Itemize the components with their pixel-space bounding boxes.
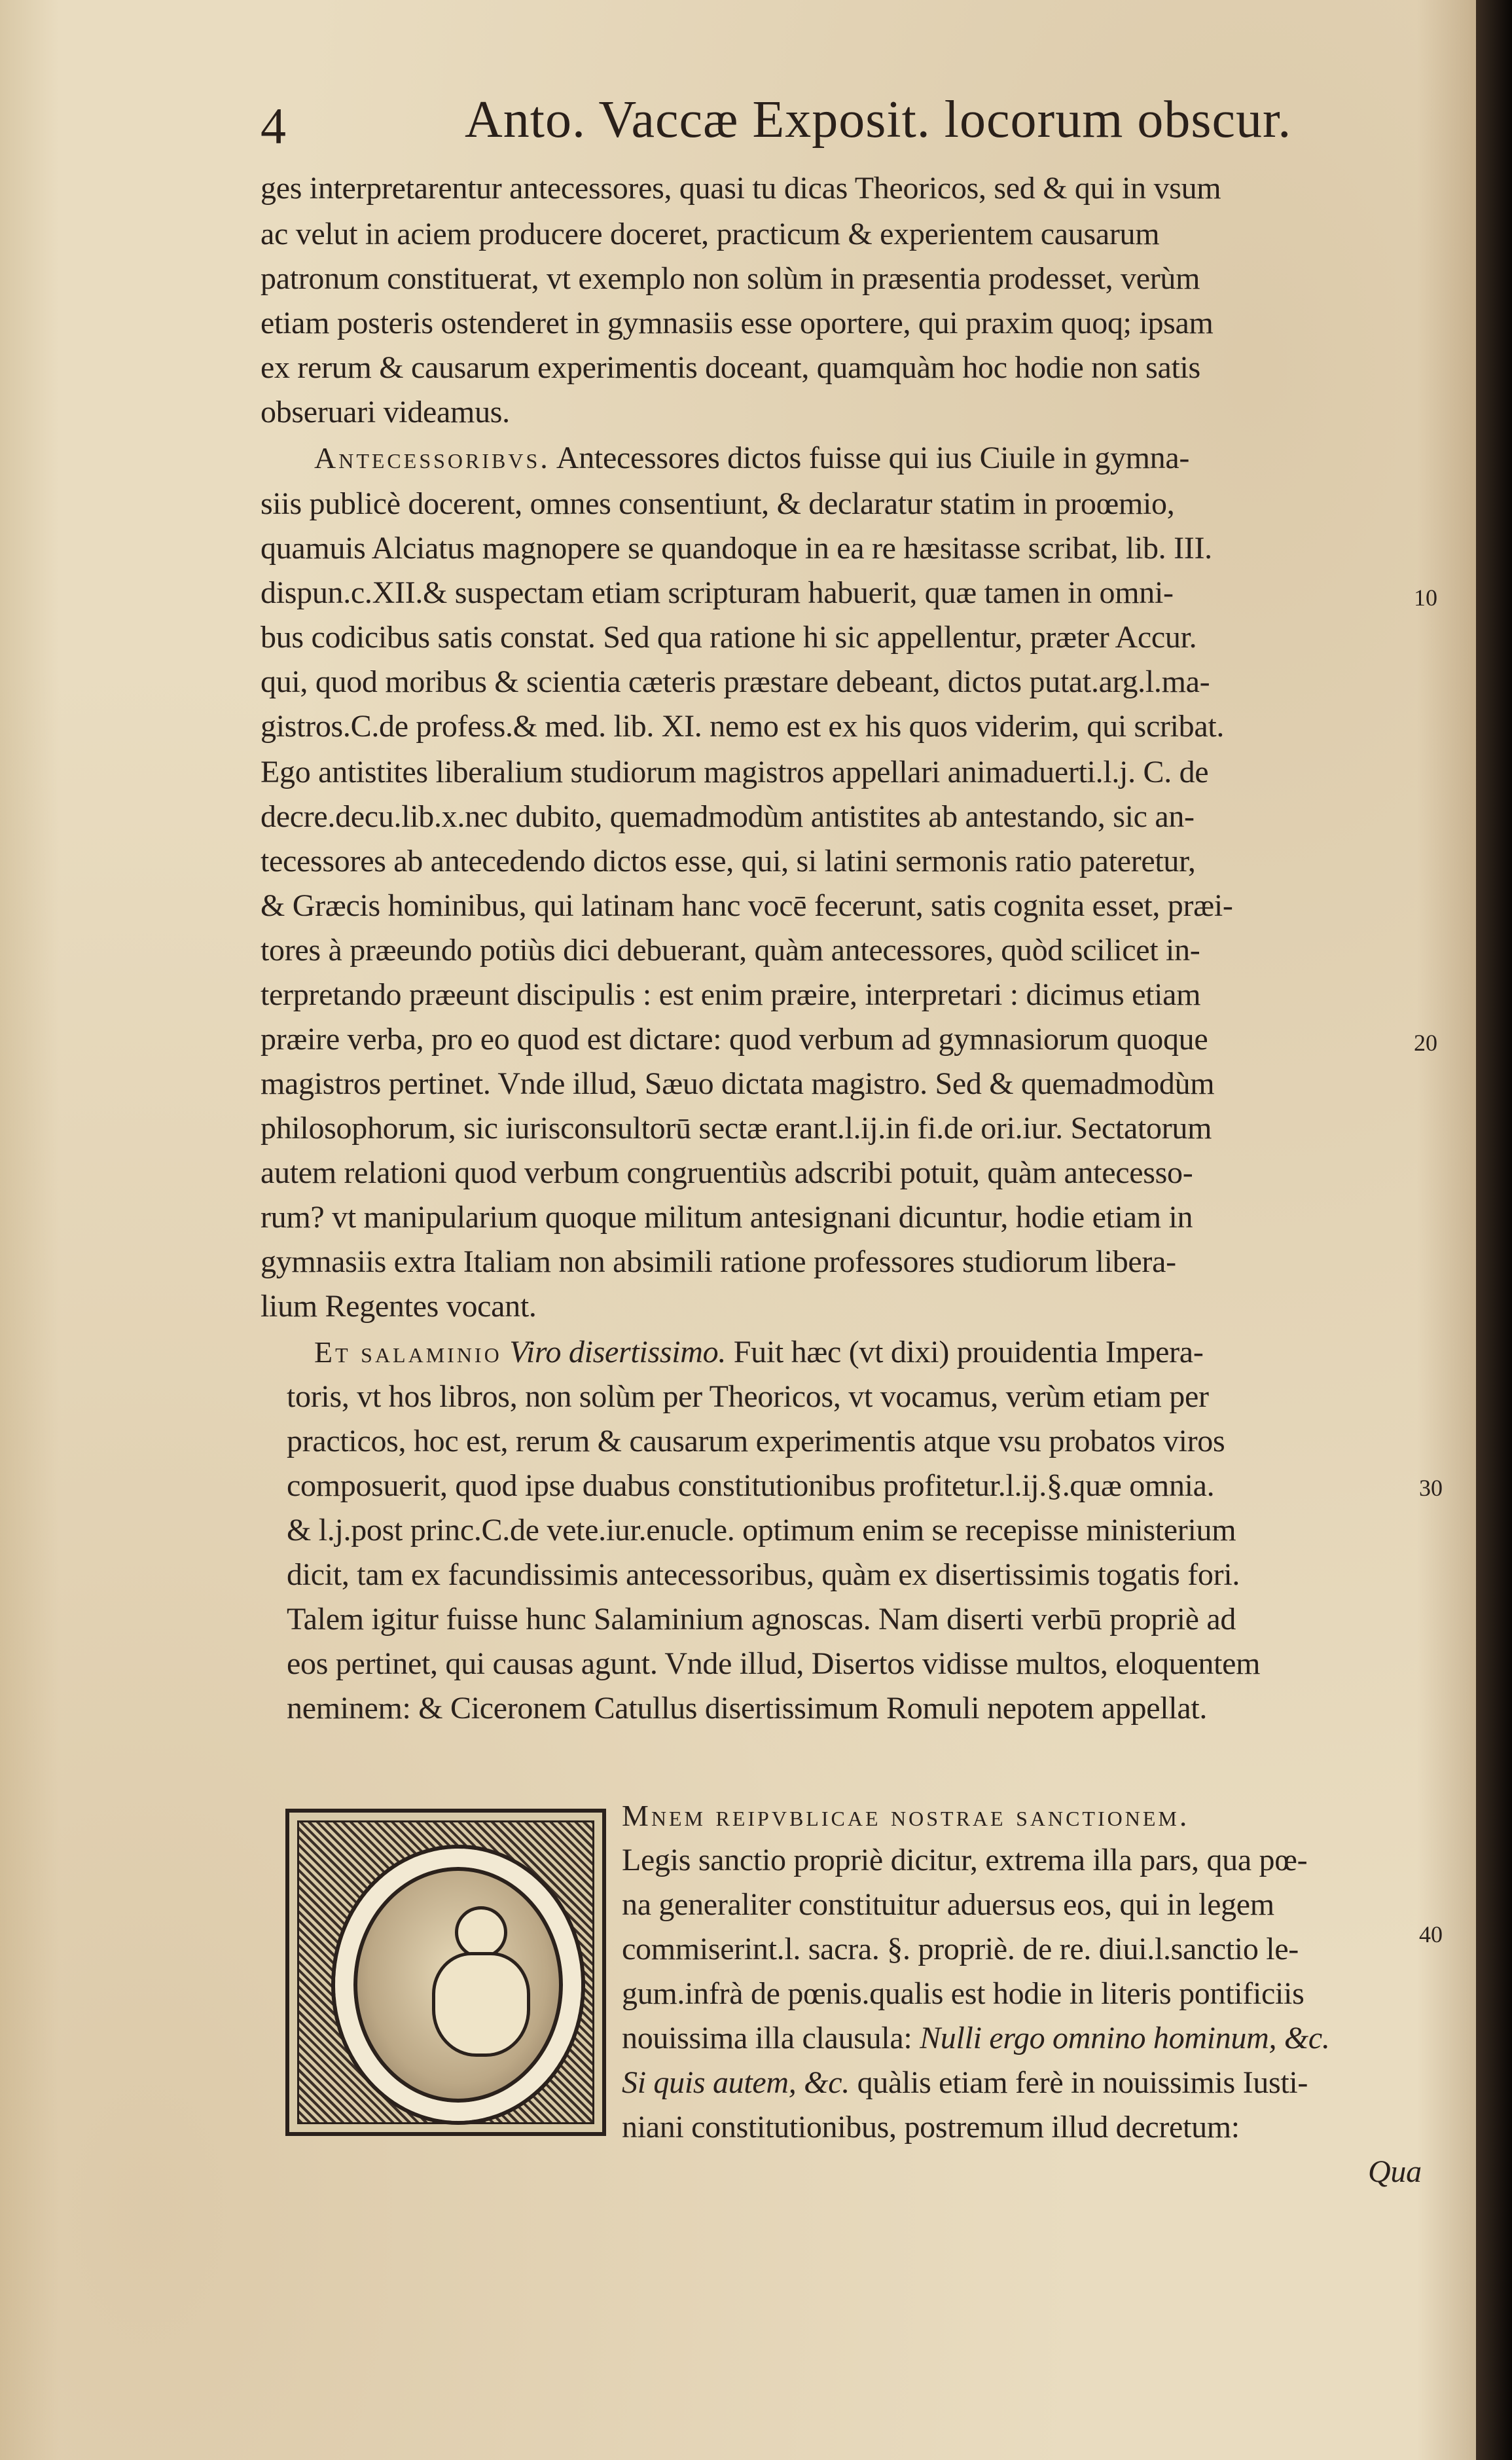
text-line: eos pertinet, qui causas agunt. Vnde illud, Disertos vidisse multos, eloquentem bbox=[287, 1646, 1261, 1681]
text-line bbox=[622, 1796, 1189, 1836]
catchword: Qua bbox=[1368, 2154, 1422, 2189]
lemma-viro-disertissimo: Viro disertissimo. bbox=[509, 1335, 727, 1369]
text-line: na generaliter constituitur aduersus eos, qui in legem bbox=[622, 1887, 1274, 1922]
text-line: decre.decu.lib.x.nec dubito, quemadmodùm antistites ab antestando, sic an- bbox=[261, 799, 1195, 834]
text-line: ges interpretarentur antecessores, quasi tu dicas Theoricos, sed & qui in vsum bbox=[261, 171, 1221, 206]
text-line: gistros.C.de profess.& med. lib. XI. nemo est ex his quos viderim, qui scribat. bbox=[261, 709, 1225, 744]
text-line: composuerit, quod ipse duabus constitutionibus profitetur.l.ij.§.quæ omnia. bbox=[287, 1468, 1215, 1503]
initial-letter-ring bbox=[335, 1849, 581, 2121]
margin-line-number: 10 bbox=[1414, 585, 1437, 611]
text-line: & Græcis hominibus, qui latinam hanc vocē fecerunt, satis cognita esset, præi- bbox=[261, 888, 1233, 923]
quote-si-quis-autem: Si quis autem, &c. bbox=[622, 2065, 850, 2100]
text-line: niani constitutionibus, postremum illud decretum: bbox=[622, 2110, 1240, 2144]
text-line: dispun.c.XII.& suspectam etiam scripturam habuerit, quæ tamen in omni- bbox=[261, 575, 1174, 610]
text-line: terpretando præeunt discipulis : est enim præire, interpretari : dicimus etiam bbox=[261, 977, 1201, 1012]
page-edge-shadow bbox=[1476, 0, 1512, 2460]
text-line: philosophorum, sic iurisconsultorū sectæ erant.l.ij.in fi.de ori.iur. Sectatorum bbox=[261, 1111, 1212, 1146]
margin-line-number: 40 bbox=[1419, 1921, 1443, 1947]
text-line: lium Regentes vocant. bbox=[261, 1289, 537, 1324]
cherub-figure-body bbox=[432, 1952, 530, 2057]
text-line: Antecessoribvs. Antecessores dictos fuisse qui ius Ciuile in gymna- bbox=[314, 441, 1190, 475]
text-line: obseruari videamus. bbox=[261, 395, 510, 429]
text-line: præire verba, pro eo quod est dictare: quod verbum ad gymnasiorum quoque bbox=[261, 1022, 1208, 1057]
cherub-figure-head bbox=[455, 1906, 507, 1959]
text-line: autem relationi quod verbum congruentiùs adscribi potuit, quàm antecesso- bbox=[261, 1155, 1193, 1190]
text-line: Si quis autem, &c. quàlis etiam ferè in nouissimis Iusti- bbox=[622, 2065, 1308, 2100]
margin-line-number: 20 bbox=[1414, 1030, 1437, 1056]
text-line: toris, vt hos libros, non solùm per Theoricos, vt vocamus, verùm etiam per bbox=[287, 1379, 1209, 1414]
lemma-et-salaminio: Et salaminio bbox=[314, 1335, 502, 1369]
text-line: neminem: & Ciceronem Catullus disertissimum Romuli nepotem appellat. bbox=[287, 1691, 1208, 1726]
text-line: ac velut in aciem producere doceret, practicum & experientem causarum bbox=[261, 217, 1160, 251]
text-line: rum? vt manipularium quoque militum antesignani dicuntur, hodie etiam in bbox=[261, 1200, 1193, 1235]
decorated-initial-o bbox=[285, 1809, 606, 2136]
text-line: tecessores ab antecedendo dictos esse, qui, si latini sermonis ratio pateretur, bbox=[261, 844, 1196, 878]
text-line: tores à præeundo potiùs dici debuerant, quàm antecessores, quòd scilicet in- bbox=[261, 933, 1200, 968]
text-line: Legis sanctio propriè dicitur, extrema illa pars, qua pœ- bbox=[622, 1843, 1308, 1877]
text-line: etiam posteris ostenderet in gymnasiis esse oportere, qui praxim quoq; ipsam bbox=[261, 306, 1214, 340]
text-line: commiserint.l. sacra. §. propriè. de re. diui.l.sanctio le- bbox=[622, 1932, 1299, 1966]
lemma-antecessoribus: Antecessoribvs. bbox=[314, 441, 550, 475]
text-line: & l.j.post princ.C.de vete.iur.enucle. optimum enim se recepisse ministerium bbox=[287, 1513, 1236, 1547]
text-line: qui, quod moribus & scientia cæteris præstare debeant, dictos putat.arg.l.ma- bbox=[261, 664, 1210, 699]
text-line: bus codicibus satis constat. Sed qua ratione hi sic appellentur, præter Accur. bbox=[261, 620, 1197, 655]
text-line: ex rerum & causarum experimentis doceant, quamquàm hoc hodie non satis bbox=[261, 350, 1200, 385]
text-line: dicit, tam ex facundissimis antecessoribus, quàm ex disertissimis togatis fori. bbox=[287, 1557, 1240, 1592]
text-line: patronum constituerat, vt exemplo non solùm in præsentia prodesset, verùm bbox=[261, 261, 1200, 296]
text-line: practicos, hoc est, rerum & causarum experimentis atque vsu probatos viros bbox=[287, 1424, 1225, 1458]
lemma-omnem: Mnem reipvblicae nostrae sanctionem. bbox=[622, 1799, 1190, 1832]
text-line: Ego antistites liberalium studiorum magistros appellari animaduerti.l.j. C. de bbox=[261, 755, 1209, 789]
text-line: magistros pertinet. Vnde illud, Sæuo dictata magistro. Sed & quemadmodùm bbox=[261, 1066, 1215, 1101]
quote-nulli-ergo: Nulli ergo omnino hominum, &c. bbox=[920, 2021, 1330, 2055]
page-number: 4 bbox=[261, 98, 286, 154]
margin-line-number: 30 bbox=[1419, 1475, 1443, 1501]
text-line: siis publicè docerent, omnes consentiunt, & declaratur statim in proœmio, bbox=[261, 486, 1175, 521]
running-head: Anto. Vaccæ Exposit. locorum obscur. bbox=[465, 91, 1292, 149]
text-line: nouissima illa clausula: Nulli ergo omnino hominum, &c. bbox=[622, 2021, 1330, 2055]
text-line: Et salaminio Viro disertissimo. Fuit hæc (vt dixi) prouidentia Impera- bbox=[314, 1335, 1204, 1369]
text-line: gymnasiis extra Italiam non absimili ratione professores studiorum libera- bbox=[261, 1244, 1176, 1279]
text-line: quamuis Alciatus magnopere se quandoque in ea re hæsitasse scribat, lib. III. bbox=[261, 531, 1212, 566]
text-line: gum.infrà de pœnis.qualis est hodie in literis pontificiis bbox=[622, 1976, 1305, 2011]
text-line: Talem igitur fuisse hunc Salaminium agnoscas. Nam diserti verbū propriè ad bbox=[287, 1602, 1236, 1637]
